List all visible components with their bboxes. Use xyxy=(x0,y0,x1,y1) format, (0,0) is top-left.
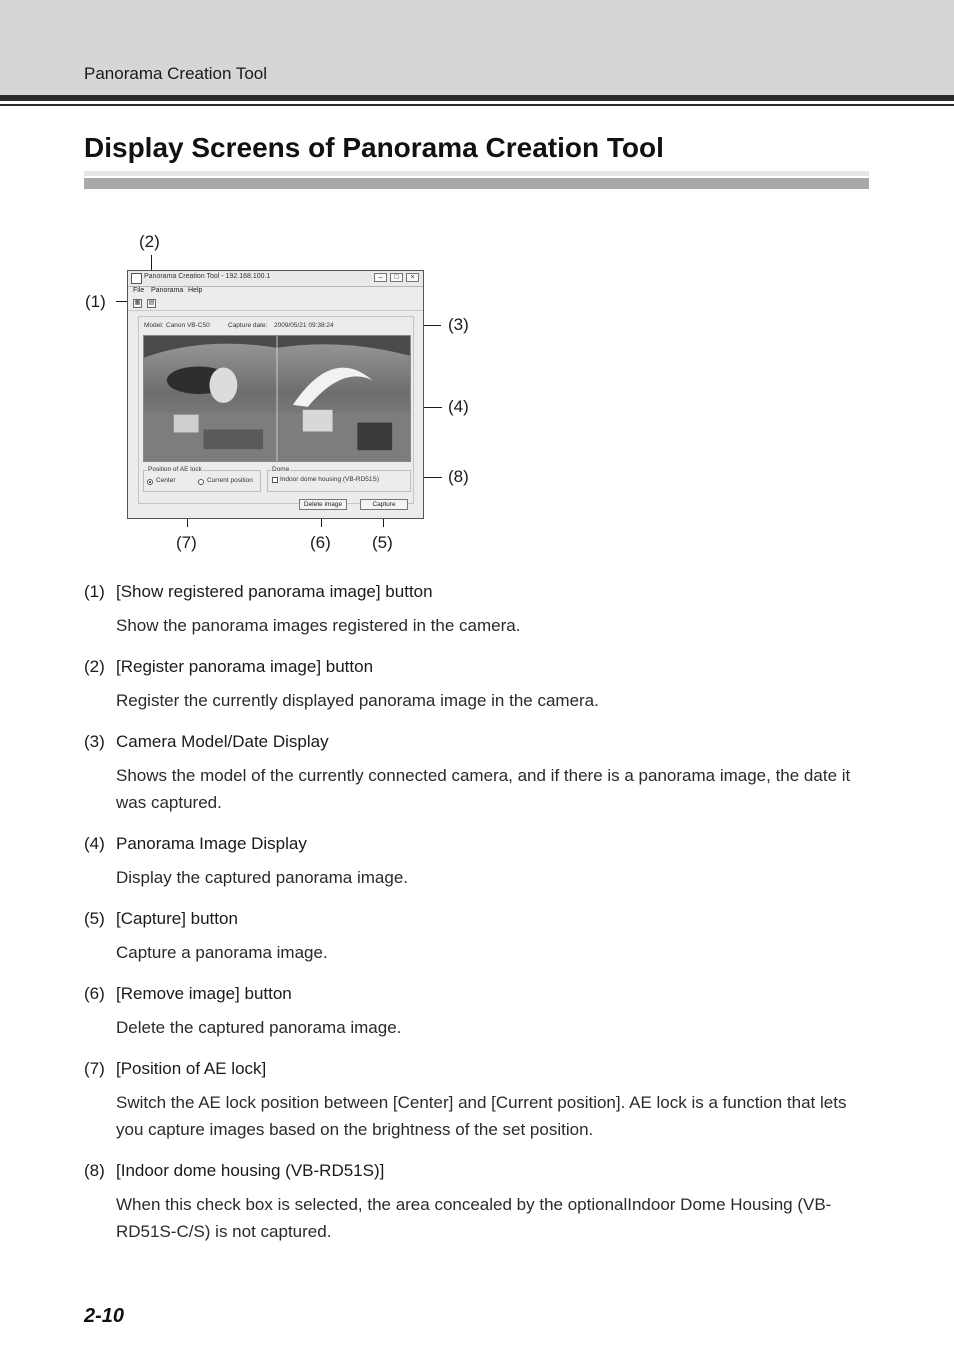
item-8-description: When this check box is selected, the area concealed by the optionalIndoor Dome Housing (VB-RD51S-C/S) is not captured. xyxy=(116,1195,832,1241)
item-label: Camera Model/Date Display xyxy=(116,732,329,751)
window-title-bar xyxy=(128,271,423,287)
callout-4: (4) xyxy=(448,397,469,416)
item-7-description: Switch the AE lock position between [Center] and [Current position]. AE lock is a function that lets you capture images based on the brightness of the set position. xyxy=(116,1093,847,1139)
capture-button[interactable]: Capture xyxy=(360,499,408,510)
indoor-dome-checkbox[interactable] xyxy=(272,477,278,483)
menu-file[interactable]: File xyxy=(133,287,145,294)
item-label: [Register panorama image] button xyxy=(116,657,374,676)
callout-3: (3) xyxy=(448,315,469,334)
ae-lock-group-label: Position of AE lock xyxy=(148,466,202,473)
app-window xyxy=(127,270,424,519)
dome-group-label: Dome xyxy=(272,466,290,473)
capture-date-value: 2009/05/21 09:38:24 xyxy=(274,322,334,329)
minimize-button[interactable]: – xyxy=(374,273,387,282)
item-label: [Indoor dome housing (VB-RD51S)] xyxy=(116,1161,385,1180)
item-number: (2) xyxy=(84,657,105,676)
item-number: (4) xyxy=(84,834,105,853)
ae-center-label: Center xyxy=(156,477,176,484)
callout-1: (1) xyxy=(85,292,106,311)
page-number: 2-10 xyxy=(84,1305,125,1327)
panorama-image xyxy=(143,335,411,462)
item-label: [Remove image] button xyxy=(116,984,292,1003)
callout-5: (5) xyxy=(372,533,393,552)
item-4-description: Display the captured panorama image. xyxy=(116,868,408,887)
capture-date-label: Capture date: xyxy=(228,322,268,329)
menu-help[interactable]: Help xyxy=(188,287,203,294)
item-number: (5) xyxy=(84,909,105,928)
item-number: (3) xyxy=(84,732,105,751)
page-title: Display Screens of Panorama Creation Tool xyxy=(84,132,664,163)
item-3-description: Shows the model of the currently connected camera, and if there is a panorama image, the date it was captured. xyxy=(116,766,851,812)
item-number: (7) xyxy=(84,1059,105,1078)
item-6-description: Delete the captured panorama image. xyxy=(116,1018,402,1037)
app-icon xyxy=(131,273,142,284)
callout-7: (7) xyxy=(176,533,197,552)
item-label: Panorama Image Display xyxy=(116,834,307,853)
item-2-description: Register the currently displayed panorama image in the camera. xyxy=(116,691,599,710)
register-panorama-button[interactable]: ▤ xyxy=(148,300,155,306)
close-button[interactable]: × xyxy=(406,273,419,282)
menu-panorama[interactable]: Panorama xyxy=(151,287,184,294)
callout-2: (2) xyxy=(139,232,160,251)
callout-6: (6) xyxy=(310,533,331,552)
item-label: [Position of AE lock] xyxy=(116,1059,267,1078)
ae-center-radio[interactable] xyxy=(147,479,153,485)
item-label: [Show registered panorama image] button xyxy=(116,582,433,601)
model-value: Canon VB-C50 xyxy=(166,322,210,329)
header-rule-thick xyxy=(0,95,954,101)
ae-current-position-radio[interactable] xyxy=(198,479,204,485)
maximize-button[interactable]: □ xyxy=(390,273,403,282)
delete-image-button[interactable]: Delete image xyxy=(299,499,347,510)
item-number: (1) xyxy=(84,582,105,601)
title-underline-light xyxy=(84,171,869,176)
ae-current-position-label: Current position xyxy=(207,477,253,484)
item-5-description: Capture a panorama image. xyxy=(116,943,328,962)
toolbar xyxy=(128,298,423,311)
item-label: [Capture] button xyxy=(116,909,238,928)
model-label: Model: xyxy=(144,322,164,329)
callout-8: (8) xyxy=(448,467,469,486)
window-title: Panorama Creation Tool - 192.168.100.1 xyxy=(144,273,271,280)
item-number: (8) xyxy=(84,1161,105,1180)
item-number: (6) xyxy=(84,984,105,1003)
header-rule-thin xyxy=(0,104,954,106)
item-1-description: Show the panorama images registered in the camera. xyxy=(116,616,521,635)
section-header: Panorama Creation Tool xyxy=(84,64,268,83)
menu-bar xyxy=(128,286,423,297)
indoor-dome-label: Indoor dome housing (VB-RD51S) xyxy=(280,476,379,483)
show-registered-panorama-button[interactable]: ▦ xyxy=(134,300,141,306)
title-underline xyxy=(84,178,869,189)
